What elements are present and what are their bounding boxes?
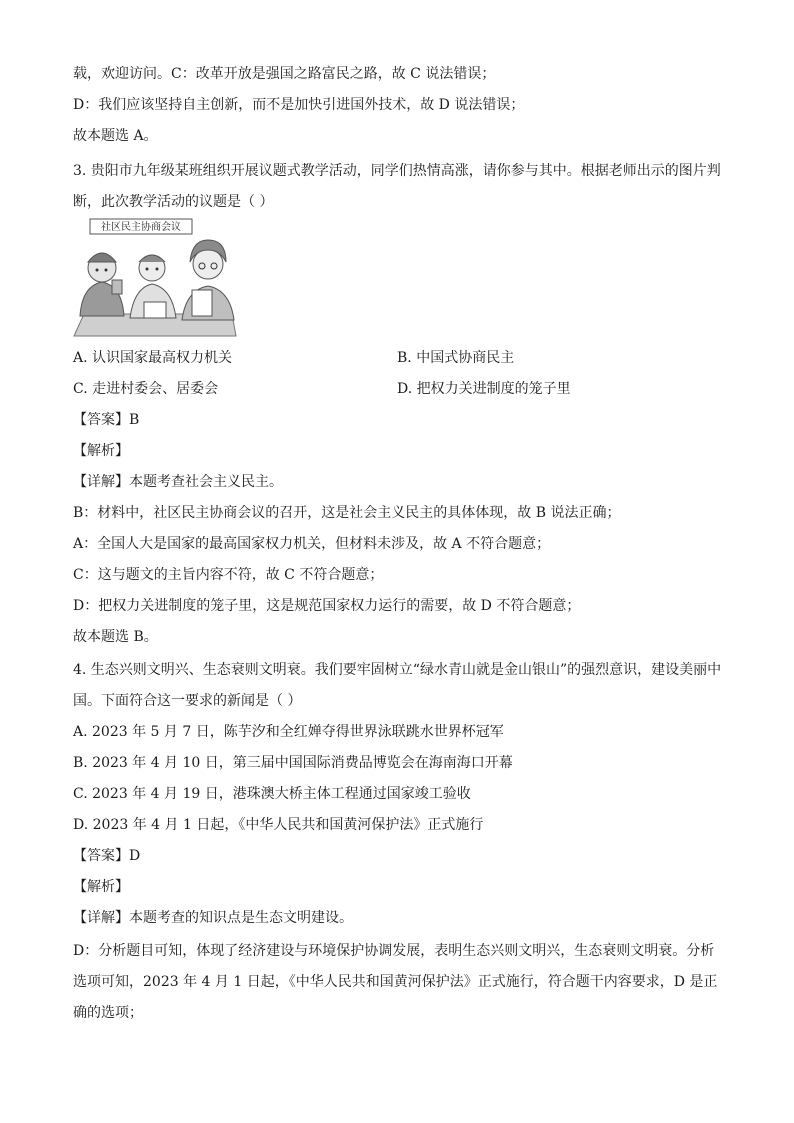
image-caption: 社区民主协商会议 — [101, 222, 181, 233]
q3-option-b: B. 中国式协商民主 — [397, 350, 515, 366]
q3-option-d: D. 把权力关进制度的笼子里 — [397, 381, 571, 397]
q3-answer: 【答案】B — [73, 412, 140, 428]
q3-conclusion: 故本题选 B。 — [73, 629, 158, 645]
q3-explanation-b: B：材料中，社区民主协商会议的召开，这是社会主义民主的具体体现，故 B 说法正确； — [73, 505, 621, 521]
q4-option-d: D. 2023 年 4 月 1 日起，《中华人民共和国黄河保护法》正式施行 — [73, 817, 484, 833]
q4-option-b: B. 2023 年 4 月 10 日，第三届中国国际消费品博览会在海南海口开幕 — [73, 755, 513, 771]
q4-option-c: C. 2023 年 4 月 19 日，港珠澳大桥主体工程通过国家竣工验收 — [73, 786, 471, 802]
q4-answer: 【答案】D — [73, 848, 141, 864]
meeting-illustration — [72, 216, 238, 342]
q3-explanation-c: C：这与题文的主旨内容不符，故 C 不符合题意； — [73, 567, 384, 583]
q4-detail: 【详解】本题考查的知识点是生态文明建设。 — [73, 910, 353, 926]
text-line: 故本题选 A。 — [73, 128, 158, 144]
q3-explanation-d: D：把权力关进制度的笼子里，这是规范国家权力运行的需要，故 D 不符合题意； — [73, 598, 581, 614]
text-line: D：我们应该坚持自主创新，而不是加快引进国外技术，故 D 说法错误； — [73, 97, 525, 113]
q3-detail: 【详解】本题考查社会主义民主。 — [73, 474, 283, 490]
q4-analysis-heading: 【解析】 — [73, 879, 129, 895]
q4-explanation: D：分析题目可知，体现了经济建设与环境保护协调发展，表明生态兴则文明兴，生态衰则文明衰。分析选项可知，2023 年 4 月 1 日起，《中华人民共和国黄河保护法》正式施行，符合题干内容要求，D 是正确的选项； — [73, 943, 718, 1021]
q4-option-a: A. 2023 年 5 月 7 日，陈芋汐和全红婵夺得世界泳联跳水世界杯冠军 — [73, 724, 504, 740]
text-line: 载，欢迎访问。C：改革开放是强国之路富民之路，故 C 说法错误； — [73, 66, 496, 82]
q3-explanation-a: A：全国人大是国家的最高国家权力机关，但材料未涉及，故 A 不符合题意； — [73, 536, 551, 552]
question-3-stem: 3. 贵阳市九年级某班组织开展议题式教学活动，同学们热情高涨，请你参与其中。根据老师出示的图片判断，此次教学活动的议题是（ ） — [73, 163, 721, 210]
meeting-illustration-svg — [72, 216, 238, 342]
q3-option-a: A. 认识国家最高权力机关 — [73, 350, 233, 366]
q3-option-c: C. 走进村委会、居委会 — [73, 381, 219, 397]
q3-analysis-heading: 【解析】 — [73, 443, 129, 459]
question-4-stem: 4. 生态兴则文明兴、生态衰则文明衰。我们要牢固树立“绿水青山就是金山银山”的强烈意识，建设美丽中国。下面符合这一要求的新闻是（ ） — [73, 662, 722, 709]
